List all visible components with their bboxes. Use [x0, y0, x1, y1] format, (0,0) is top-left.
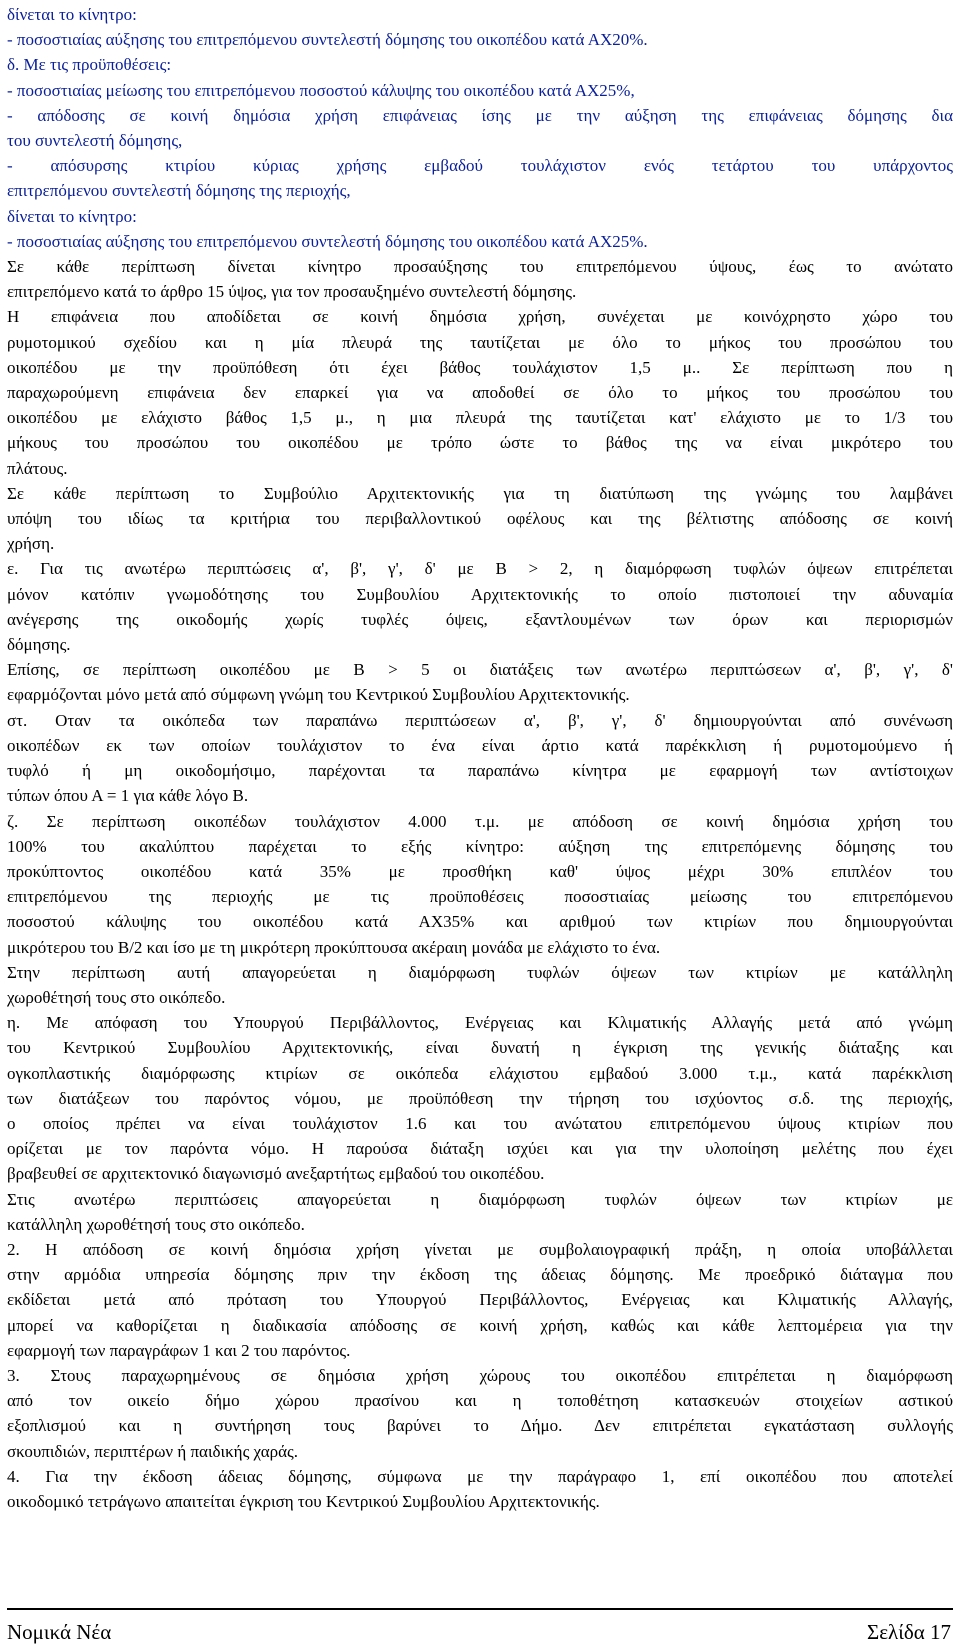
text-line: υπόψη του ιδίως τα κριτήρια του περιβαλλοντικού οφέλους και της βέλτιστης απόδοσης σε κοινή — [7, 509, 953, 529]
text-line: του συντελεστή δόμησης, — [7, 131, 183, 151]
text-line: κατάλληλη χωροθέτησή τους στο οικόπεδο. — [7, 1214, 305, 1234]
text-line: χρήση. — [7, 534, 55, 554]
text-line: εφαρμογή των παραγράφων 1 και 2 του παρόντος. — [7, 1340, 351, 1360]
text-line: δόμησης. — [7, 635, 71, 655]
text-line: προκύπτοντος οικοπέδου κατά 35% με προσθήκη καθ' ύψος μέχρι 30% επιπλέον του — [7, 861, 953, 881]
footer-rule — [7, 1608, 953, 1610]
text-line: Επίσης, σε περίπτωση οικοπέδου με Β > 5 οι διατάξεις των ανωτέρω περιπτώσεων α', β', γ', δ' — [7, 660, 953, 680]
text-line: 4. Για την έκδοση άδειας δόμησης, σύμφωνα με την παράγραφο 1, επί οικοπέδου που αποτελεί — [7, 1466, 953, 1486]
text-line: από τον οικείο δήμο χώρου πρασίνου και η τοποθέτηση κατασκευών στοιχείων αστικού — [7, 1391, 953, 1411]
text-line: στην αρμόδια υπηρεσία δόμησης πριν την έκδοση της άδειας δόμησης. Με προεδρικό διάταγμα που — [7, 1265, 953, 1285]
text-line: ογκοπλαστικής διαμόρφωσης κτιρίων σε οικόπεδα ελάχιστου εμβαδού 3.000 τ.μ., κατά παρέκκλιση — [7, 1063, 953, 1083]
text-line: οικοδομικό τετράγωνο απαιτείται έγκριση του Κεντρικού Συμβουλίου Αρχιτεκτονικής. — [7, 1491, 600, 1511]
text-line: μπορεί να καθορίζεται η διαδικασία απόδοσης σε κοινή χρήση, καθώς και κάθε λεπτομέρεια για την — [7, 1315, 953, 1335]
text-line: οικοπέδου με την προϋπόθεση ότι έχει βάθος τουλάχιστον 1,5 μ.. Σε περίπτωση που η — [7, 357, 953, 377]
text-line: χωροθέτησή τους στο οικόπεδο. — [7, 987, 226, 1007]
text-line: ανέγερσης της οικοδομής χωρίς τυφλές όψεις, εξαντλουμένων των όρων και περιορισμών — [7, 609, 953, 629]
footer-page-number: Σελίδα 17 — [866, 1620, 951, 1644]
text-line: Η επιφάνεια που αποδίδεται σε κοινή δημόσια χρήση, συνέχεται με κοινόχρηστο χώρο του — [7, 307, 953, 327]
text-line: - ποσοστιαίας αύξησης του επιτρεπόμενου συντελεστή δόμησης του οικοπέδου κατά ΑΧ25%. — [7, 231, 648, 251]
footer-publication-name: Νομικά Νέα — [7, 1620, 112, 1644]
text-line: 3. Στους παραχωρημένους σε δημόσια χρήση χώρους του οικοπέδου επιτρέπεται η διαμόρφωση — [7, 1365, 953, 1385]
text-line: 100% του ακαλύπτου παρέχεται το εξής κίνητρο: αύξηση της επιτρεπόμενης δόμησης του — [7, 836, 953, 856]
text-line: εκδίδεται μετά από πρόταση του Υπουργού Περιβάλλοντος, Ενέργειας και Κλιματικής Αλλαγής, — [7, 1290, 953, 1310]
text-line: δίνεται το κίνητρο: — [7, 206, 137, 226]
text-line: παραχωρούμενη επιφάνεια δεν επαρκεί για να αποδοθεί σε όλο το μήκος του προσώπου του — [7, 383, 953, 403]
text-line: ε. Για τις ανωτέρω περιπτώσεις α', β', γ', δ' με Β > 2, η διαμόρφωση τυφλών όψεων επιτρέπεται — [7, 559, 953, 579]
text-line: - ποσοστιαίας μείωσης του επιτρεπόμενου ποσοστού κάλυψης του οικοπέδου κατά ΑΧ25%, — [7, 80, 635, 100]
text-line: οικοπέδων εκ των οποίων τουλάχιστον το ένα είναι άρτιο κατά παρέκκλιση ή ρυμοτομούμενο ή — [7, 735, 953, 755]
text-line: ο οποίος πρέπει να είναι τουλάχιστον 1.6 και του ανώτατου επιτρεπόμενου ύψους κτιρίων που — [7, 1113, 953, 1133]
page-footer — [7, 1618, 953, 1646]
text-line: οικοπέδου με ελάχιστο βάθος 1,5 μ., η μια πλευρά της ταυτίζεται κατ' ελάχιστο με το 1/3 του — [7, 408, 953, 428]
text-line: - απόδοσης σε κοινή δημόσια χρήση επιφάνειας ίσης με την αύξηση της επιφάνειας δόμησης δια — [7, 105, 953, 125]
text-line: Σε κάθε περίπτωση δίνεται κίνητρο προσαύξησης του επιτρεπόμενου ύψους, έως το ανώτατο — [7, 257, 953, 277]
text-line: δίνεται το κίνητρο: — [7, 5, 137, 24]
text-line: βραβευθεί σε αρχιτεκτονικό διαγωνισμό ανεξαρτήτως εμβαδού του οικοπέδου. — [7, 1164, 545, 1184]
text-line: Στην περίπτωση αυτή απαγορεύεται η διαμόρφωση τυφλών όψεων των κτιρίων με κατάλληλη — [7, 962, 953, 982]
text-line: επιτρεπόμενου συντελεστή δόμησης της περιοχής, — [7, 181, 351, 201]
text-line: ρυμοτομικού σχεδίου και η μία πλευρά της ταυτίζεται με όλο το μήκος του προσώπου του — [7, 332, 953, 352]
text-line: επιτρεπόμενου της περιοχής με τις προϋποθέσεις ποσοστιαίας μείωσης του επιτρεπόμενου — [7, 887, 953, 907]
text-line: σκουπιδιών, περιπτέρων ή παιδικής χαράς. — [7, 1441, 299, 1461]
text-line: επιτρεπόμενο κατά το άρθρο 15 ύψος, για τον προσαυξημένο συντελεστή δόμησης. — [7, 282, 577, 302]
text-line: τύπων όπου Α = 1 για κάθε λόγο Β. — [7, 786, 249, 806]
text-line: ποσοστού κάλυψης του οικοπέδου κατά ΑΧ35% και αριθμού των κτιρίων που δημιουργούνται — [7, 912, 953, 932]
text-line: ζ. Σε περίπτωση οικοπέδων τουλάχιστον 4.000 τ.μ. με απόδοση σε κοινή δημόσια χρήση του — [7, 811, 953, 831]
text-line: στ. Οταν τα οικόπεδα των παραπάνω περιπτώσεων α', β', γ', δ' δημιουργούνται από συνένωση — [7, 710, 953, 730]
text-line: των διατάξεων του παρόντος νόμου, με προϋπόθεση την τήρηση του ισχύοντος σ.δ. της περιοχής, — [7, 1088, 953, 1108]
text-line: μόνον κατόπιν γνωμοδότησης του Συμβουλίου Αρχιτεκτονικής το οποίο πιστοποιεί την αδυναμία — [7, 584, 953, 604]
text-line: δ. Με τις προϋποθέσεις: — [7, 55, 172, 75]
text-line: Στις ανωτέρω περιπτώσεις απαγορεύεται η διαμόρφωση τυφλών όψεων των κτιρίων με — [7, 1189, 953, 1209]
document-body — [7, 2, 953, 1514]
text-line: Σε κάθε περίπτωση το Συμβούλιο Αρχιτεκτονικής για τη διατύπωση της γνώμης του λαμβάνει — [7, 483, 953, 503]
text-line: ορίζεται με τον παρόντα νόμο. Η παρούσα διάταξη ισχύει και για την υλοποίηση μελέτης που έχει — [7, 1139, 953, 1159]
text-line: τυφλό ή μη οικοδομήσιμο, παρέχονται τα παραπάνω κίνητρα με εφαρμογή των αντίστοιχων — [7, 761, 953, 781]
text-line: πλάτους. — [7, 458, 68, 478]
text-line: - ποσοστιαίας αύξησης του επιτρεπόμενου συντελεστή δόμησης του οικοπέδου κατά ΑΧ20%. — [7, 30, 648, 50]
text-line: η. Με απόφαση του Υπουργού Περιβάλλοντος, Ενέργειας και Κλιματικής Αλλαγής μετά από γνώμη — [7, 1013, 953, 1033]
text-line: μικρότερου του Β/2 και ίσο με τη μικρότερη προκύπτουσα ακέραιη μονάδα με ελάχιστο το ένα. — [7, 937, 661, 957]
text-line: του Κεντρικού Συμβουλίου Αρχιτεκτονικής, είναι δυνατή η έγκριση της γενικής διάταξης και — [7, 1038, 953, 1058]
text-line: εφαρμόζονται μόνο μετά από σύμφωνη γνώμη του Κεντρικού Συμβουλίου Αρχιτεκτονικής. — [7, 685, 630, 705]
text-line: μήκους του προσώπου του οικοπέδου με τρόπο ώστε το βάθος της να είναι μικρότερο του — [7, 433, 953, 453]
text-line: εξοπλισμού και η συντήρηση τους βαρύνει το Δήμο. Δεν επιτρέπεται εγκατάσταση συλλογής — [7, 1416, 953, 1436]
text-line: - απόσυρσης κτιρίου κύριας χρήσης εμβαδού τουλάχιστον ενός τετάρτου του υπάρχοντος — [7, 156, 953, 176]
text-line: 2. Η απόδοση σε κοινή δημόσια χρήση γίνεται με συμβολαιογραφική πράξη, η οποία υποβάλλεται — [7, 1239, 953, 1259]
